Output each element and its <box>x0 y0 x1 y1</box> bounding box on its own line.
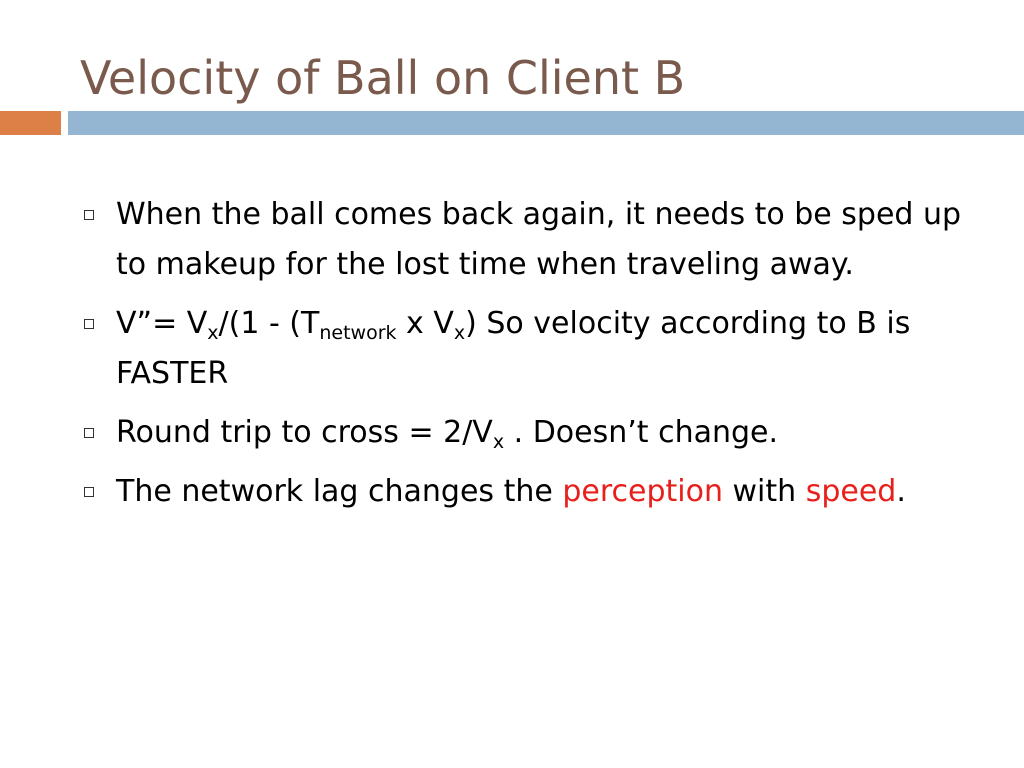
square-bullet-icon <box>84 210 94 220</box>
formula-text: V”= V <box>116 306 208 341</box>
highlight-speed: speed <box>805 474 897 509</box>
network-lag-text: The network lag changes the <box>116 474 563 509</box>
subscript-network: network <box>319 322 397 344</box>
slide-title: Velocity of Ball on Client B <box>80 51 686 105</box>
bullet-item-ball-returns <box>78 190 978 290</box>
square-bullet-icon <box>84 428 94 438</box>
highlight-perception: perception <box>562 474 723 509</box>
bullet-item-network-lag <box>78 467 978 517</box>
subscript-x: x <box>453 322 466 344</box>
square-bullet-icon <box>84 319 94 329</box>
network-lag-text: . <box>896 474 906 509</box>
round-trip-text: Round trip to cross = 2/V <box>116 415 493 450</box>
square-bullet-icon <box>84 487 94 497</box>
bullet-item-velocity-formula <box>78 299 978 399</box>
subscript-x: x <box>492 431 505 453</box>
bullet-item-round-trip <box>78 408 978 458</box>
round-trip-text: . Doesn’t change. <box>504 415 779 450</box>
title-divider-bar <box>68 111 1024 135</box>
bullet-list <box>78 190 978 526</box>
subscript-x: x <box>207 322 219 344</box>
formula-text: ) So velocity according to B is FASTER <box>116 306 911 391</box>
network-lag-text: with <box>722 474 806 509</box>
formula-text: /(1 - (T <box>218 306 320 341</box>
title-accent-bar <box>0 111 61 135</box>
bullet-text: When the ball comes back again, it needs to be sped up to makeup for the lost time when traveling away. <box>116 197 962 282</box>
formula-text: x V <box>396 306 454 341</box>
